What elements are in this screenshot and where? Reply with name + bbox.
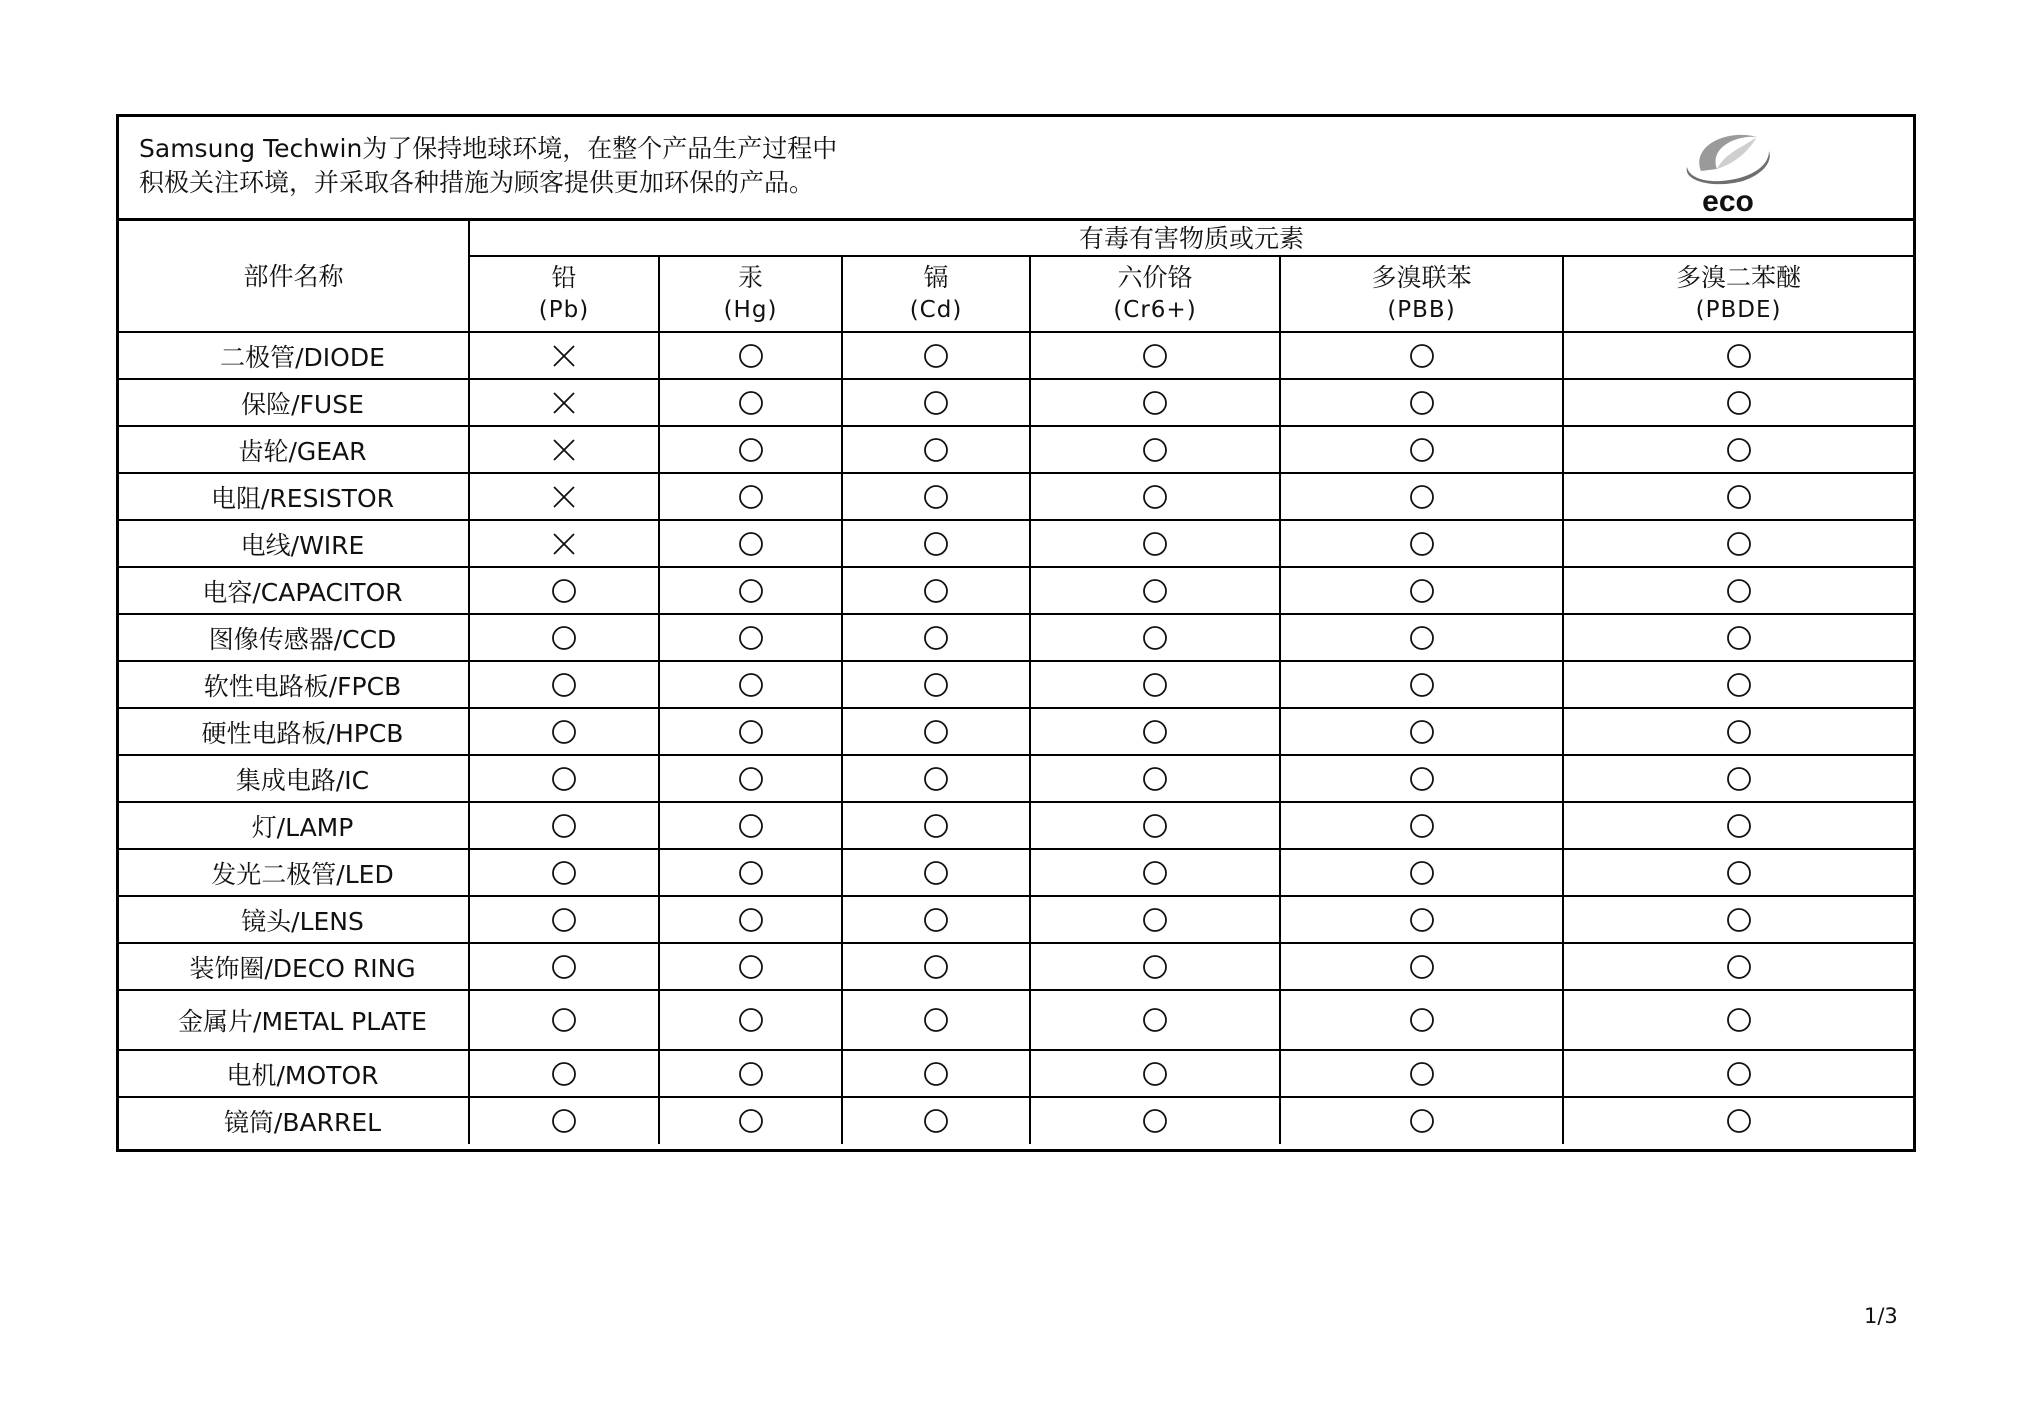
circle-mark-icon xyxy=(1726,672,1752,698)
substance-mark-cell xyxy=(1563,708,1913,755)
substance-mark-cell xyxy=(1030,849,1280,896)
circle-mark-icon xyxy=(923,766,949,792)
substance-mark-cell xyxy=(1280,473,1563,520)
circle-mark-icon xyxy=(923,907,949,933)
table-row xyxy=(119,943,1913,990)
substance-mark-cell xyxy=(659,802,842,849)
substance-mark-cell xyxy=(842,849,1030,896)
part-name-cell: 集成电路/IC xyxy=(119,755,469,802)
substance-mark-cell xyxy=(469,708,659,755)
circle-mark-icon xyxy=(1726,343,1752,369)
substance-mark-cell xyxy=(659,990,842,1050)
circle-mark-icon xyxy=(551,1007,577,1033)
substance-mark-cell xyxy=(842,1050,1030,1097)
substance-mark-cell xyxy=(842,943,1030,990)
circle-mark-icon xyxy=(551,860,577,886)
circle-mark-icon xyxy=(738,907,764,933)
substance-mark-cell xyxy=(1563,567,1913,614)
circle-mark-icon xyxy=(738,578,764,604)
substance-mark-cell xyxy=(842,802,1030,849)
substance-mark-cell xyxy=(1030,802,1280,849)
part-name-cell: 灯/LAMP xyxy=(119,802,469,849)
table-row xyxy=(119,661,1913,708)
substance-symbol: (PBB) xyxy=(1387,297,1456,323)
circle-mark-icon xyxy=(1409,766,1435,792)
substance-mark-cell xyxy=(659,1097,842,1144)
cross-mark-icon xyxy=(551,484,577,510)
substance-mark-cell xyxy=(1030,473,1280,520)
circle-mark-icon xyxy=(1409,531,1435,557)
circle-mark-icon xyxy=(1409,813,1435,839)
circle-mark-icon xyxy=(1726,625,1752,651)
substance-mark-cell xyxy=(469,473,659,520)
substance-mark-cell xyxy=(842,708,1030,755)
part-name-cell: 保险/FUSE xyxy=(119,379,469,426)
substance-mark-cell xyxy=(1563,520,1913,567)
substance-mark-cell xyxy=(1280,1097,1563,1144)
circle-mark-icon xyxy=(1726,390,1752,416)
column-header-5 xyxy=(1563,256,1913,332)
substance-name: 多溴联苯 xyxy=(1371,263,1472,292)
substance-mark-cell xyxy=(1563,614,1913,661)
part-name-cell: 镜头/LENS xyxy=(119,896,469,943)
circle-mark-icon xyxy=(1142,343,1168,369)
circle-mark-icon xyxy=(923,860,949,886)
cross-mark-icon xyxy=(551,531,577,557)
circle-mark-icon xyxy=(1726,531,1752,557)
substance-mark-cell xyxy=(659,943,842,990)
circle-mark-icon xyxy=(1409,390,1435,416)
circle-mark-icon xyxy=(923,484,949,510)
part-name-cell: 发光二极管/LED xyxy=(119,849,469,896)
table-row xyxy=(119,426,1913,473)
substance-mark-cell xyxy=(1280,426,1563,473)
circle-mark-icon xyxy=(551,625,577,651)
substance-mark-cell xyxy=(842,1097,1030,1144)
substance-mark-cell xyxy=(842,379,1030,426)
table-row xyxy=(119,708,1913,755)
substance-mark-cell xyxy=(842,520,1030,567)
substance-mark-cell xyxy=(469,1050,659,1097)
column-header-2 xyxy=(842,256,1030,332)
substance-mark-cell xyxy=(659,473,842,520)
substance-mark-cell xyxy=(659,896,842,943)
substance-mark-cell xyxy=(659,426,842,473)
circle-mark-icon xyxy=(923,578,949,604)
substance-mark-cell xyxy=(1280,567,1563,614)
substance-symbol: (Cr6+) xyxy=(1113,297,1197,323)
circle-mark-icon xyxy=(1726,860,1752,886)
circle-mark-icon xyxy=(1409,578,1435,604)
table-row xyxy=(119,896,1913,943)
circle-mark-icon xyxy=(1726,954,1752,980)
part-name-cell: 金属片/METAL PLATE xyxy=(119,990,469,1050)
substance-mark-cell xyxy=(469,943,659,990)
substance-mark-cell xyxy=(469,332,659,379)
substance-mark-cell xyxy=(469,520,659,567)
circle-mark-icon xyxy=(1409,1007,1435,1033)
substance-mark-cell xyxy=(659,567,842,614)
substance-mark-cell xyxy=(1563,379,1913,426)
substance-symbol: (PBDE) xyxy=(1695,297,1782,323)
circle-mark-icon xyxy=(1142,907,1168,933)
substance-mark-cell xyxy=(1030,896,1280,943)
circle-mark-icon xyxy=(551,578,577,604)
circle-mark-icon xyxy=(1142,1108,1168,1134)
circle-mark-icon xyxy=(738,860,764,886)
page-number: 1/3 xyxy=(1864,1304,1898,1328)
circle-mark-icon xyxy=(551,1108,577,1134)
table-body xyxy=(119,332,1913,1144)
substance-mark-cell xyxy=(1030,567,1280,614)
column-header-3 xyxy=(1030,256,1280,332)
circle-mark-icon xyxy=(1409,484,1435,510)
substance-mark-cell xyxy=(842,896,1030,943)
substance-mark-cell xyxy=(1030,755,1280,802)
substance-mark-cell xyxy=(469,379,659,426)
eco-logo-icon xyxy=(1673,123,1783,215)
circle-mark-icon xyxy=(923,954,949,980)
part-name-cell: 装饰圈/DECO RING xyxy=(119,943,469,990)
circle-mark-icon xyxy=(1726,907,1752,933)
circle-mark-icon xyxy=(738,1108,764,1134)
substance-mark-cell xyxy=(1563,1097,1913,1144)
cross-mark-icon xyxy=(551,437,577,463)
circle-mark-icon xyxy=(1409,1061,1435,1087)
part-name-cell: 镜筒/BARREL xyxy=(119,1097,469,1144)
circle-mark-icon xyxy=(738,954,764,980)
circle-mark-icon xyxy=(923,1061,949,1087)
substance-mark-cell xyxy=(469,755,659,802)
substance-mark-cell xyxy=(1030,520,1280,567)
circle-mark-icon xyxy=(551,719,577,745)
circle-mark-icon xyxy=(1142,1007,1168,1033)
substance-mark-cell xyxy=(1280,614,1563,661)
substance-name: 六价铬 xyxy=(1117,263,1193,292)
substance-mark-cell xyxy=(1030,614,1280,661)
circle-mark-icon xyxy=(1409,1108,1435,1134)
circle-mark-icon xyxy=(1409,625,1435,651)
circle-mark-icon xyxy=(738,1007,764,1033)
circle-mark-icon xyxy=(551,1061,577,1087)
table-row xyxy=(119,567,1913,614)
substance-mark-cell xyxy=(659,614,842,661)
circle-mark-icon xyxy=(1142,437,1168,463)
substance-mark-cell xyxy=(1280,708,1563,755)
circle-mark-icon xyxy=(738,484,764,510)
circle-mark-icon xyxy=(551,672,577,698)
circle-mark-icon xyxy=(738,437,764,463)
table-row xyxy=(119,990,1913,1050)
table-row xyxy=(119,520,1913,567)
circle-mark-icon xyxy=(1726,813,1752,839)
substance-mark-cell xyxy=(1030,708,1280,755)
substance-symbol: (Cd) xyxy=(909,297,963,323)
circle-mark-icon xyxy=(923,531,949,557)
substance-mark-cell xyxy=(842,426,1030,473)
cross-mark-icon xyxy=(551,343,577,369)
substance-mark-cell xyxy=(1563,1050,1913,1097)
circle-mark-icon xyxy=(1142,484,1168,510)
intro-text-line-2: 积极关注环境，并采取各种措施为顾客提供更加环保的产品。 xyxy=(139,168,815,197)
substance-mark-cell xyxy=(469,802,659,849)
table-row xyxy=(119,802,1913,849)
substance-mark-cell xyxy=(1563,990,1913,1050)
circle-mark-icon xyxy=(551,907,577,933)
circle-mark-icon xyxy=(738,1061,764,1087)
circle-mark-icon xyxy=(1409,860,1435,886)
substance-name: 铅 xyxy=(551,263,577,292)
circle-mark-icon xyxy=(1726,719,1752,745)
circle-mark-icon xyxy=(738,672,764,698)
circle-mark-icon xyxy=(1142,1061,1168,1087)
substance-mark-cell xyxy=(659,1050,842,1097)
substance-name: 镉 xyxy=(923,263,949,292)
substance-mark-cell xyxy=(469,426,659,473)
circle-mark-icon xyxy=(1726,1007,1752,1033)
circle-mark-icon xyxy=(923,1108,949,1134)
table-row xyxy=(119,1097,1913,1144)
substance-mark-cell xyxy=(469,1097,659,1144)
substance-mark-cell xyxy=(1030,332,1280,379)
table-row xyxy=(119,1050,1913,1097)
circle-mark-icon xyxy=(1726,437,1752,463)
substance-mark-cell xyxy=(1030,661,1280,708)
substance-mark-cell xyxy=(842,755,1030,802)
substance-mark-cell xyxy=(469,990,659,1050)
substance-mark-cell xyxy=(1280,661,1563,708)
circle-mark-icon xyxy=(1409,437,1435,463)
circle-mark-icon xyxy=(1142,954,1168,980)
substance-mark-cell xyxy=(1280,332,1563,379)
substance-mark-cell xyxy=(1563,426,1913,473)
circle-mark-icon xyxy=(551,766,577,792)
table-row xyxy=(119,379,1913,426)
circle-mark-icon xyxy=(1142,625,1168,651)
circle-mark-icon xyxy=(1409,343,1435,369)
substance-mark-cell xyxy=(1280,896,1563,943)
substance-mark-cell xyxy=(659,332,842,379)
circle-mark-icon xyxy=(1142,766,1168,792)
substance-table xyxy=(119,218,1913,1144)
substance-mark-cell xyxy=(842,332,1030,379)
substance-mark-cell xyxy=(1030,943,1280,990)
circle-mark-icon xyxy=(1142,531,1168,557)
circle-mark-icon xyxy=(1142,672,1168,698)
substance-mark-cell xyxy=(1030,990,1280,1050)
circle-mark-icon xyxy=(738,625,764,651)
substance-mark-cell xyxy=(1563,802,1913,849)
part-name-cell: 硬性电路板/HPCB xyxy=(119,708,469,755)
hazardous-substance-declaration xyxy=(116,114,1916,1152)
substance-mark-cell xyxy=(469,896,659,943)
circle-mark-icon xyxy=(738,343,764,369)
substance-mark-cell xyxy=(842,990,1030,1050)
intro-header xyxy=(119,117,1913,221)
circle-mark-icon xyxy=(1726,1108,1752,1134)
circle-mark-icon xyxy=(738,531,764,557)
substance-name: 多溴二苯醚 xyxy=(1676,263,1802,292)
substance-name: 汞 xyxy=(737,263,763,292)
part-name-cell: 电线/WIRE xyxy=(119,520,469,567)
substance-mark-cell xyxy=(1280,520,1563,567)
circle-mark-icon xyxy=(1409,719,1435,745)
circle-mark-icon xyxy=(551,813,577,839)
table-row xyxy=(119,473,1913,520)
substance-mark-cell xyxy=(1563,849,1913,896)
substance-mark-cell xyxy=(1280,379,1563,426)
substance-mark-cell xyxy=(659,708,842,755)
circle-mark-icon xyxy=(923,343,949,369)
circle-mark-icon xyxy=(1142,578,1168,604)
circle-mark-icon xyxy=(923,1007,949,1033)
cross-mark-icon xyxy=(551,390,577,416)
part-name-header: 部件名称 xyxy=(119,218,469,332)
substance-mark-cell xyxy=(1280,990,1563,1050)
substance-group-header: 有毒有害物质或元素 xyxy=(469,218,1913,256)
circle-mark-icon xyxy=(1726,484,1752,510)
substance-mark-cell xyxy=(1030,426,1280,473)
column-header-4 xyxy=(1280,256,1563,332)
part-name-cell: 齿轮/GEAR xyxy=(119,426,469,473)
substance-mark-cell xyxy=(659,379,842,426)
circle-mark-icon xyxy=(1726,578,1752,604)
substance-mark-cell xyxy=(659,849,842,896)
substance-mark-cell xyxy=(469,614,659,661)
substance-mark-cell xyxy=(842,614,1030,661)
circle-mark-icon xyxy=(1142,813,1168,839)
substance-mark-cell xyxy=(469,661,659,708)
substance-mark-cell xyxy=(469,849,659,896)
circle-mark-icon xyxy=(1142,719,1168,745)
circle-mark-icon xyxy=(1726,1061,1752,1087)
circle-mark-icon xyxy=(738,813,764,839)
substance-mark-cell xyxy=(1563,332,1913,379)
table-row xyxy=(119,755,1913,802)
circle-mark-icon xyxy=(923,437,949,463)
column-header-0 xyxy=(469,256,659,332)
substance-mark-cell xyxy=(842,473,1030,520)
substance-mark-cell xyxy=(1280,849,1563,896)
circle-mark-icon xyxy=(738,766,764,792)
substance-mark-cell xyxy=(1280,1050,1563,1097)
intro-text-line-1: Samsung Techwin为了保持地球环境，在整个产品生产过程中 xyxy=(139,134,838,163)
part-name-cell: 图像传感器/CCD xyxy=(119,614,469,661)
part-name-cell: 电机/MOTOR xyxy=(119,1050,469,1097)
part-name-cell: 电容/CAPACITOR xyxy=(119,567,469,614)
circle-mark-icon xyxy=(1142,860,1168,886)
substance-mark-cell xyxy=(1030,379,1280,426)
circle-mark-icon xyxy=(738,719,764,745)
substance-mark-cell xyxy=(469,567,659,614)
substance-mark-cell xyxy=(842,661,1030,708)
circle-mark-icon xyxy=(1726,766,1752,792)
circle-mark-icon xyxy=(1142,390,1168,416)
part-name-cell: 二极管/DIODE xyxy=(119,332,469,379)
part-name-cell: 电阻/RESISTOR xyxy=(119,473,469,520)
table-row xyxy=(119,332,1913,379)
circle-mark-icon xyxy=(923,719,949,745)
part-name-cell: 软性电路板/FPCB xyxy=(119,661,469,708)
circle-mark-icon xyxy=(923,813,949,839)
substance-mark-cell xyxy=(659,520,842,567)
circle-mark-icon xyxy=(1409,954,1435,980)
circle-mark-icon xyxy=(1409,672,1435,698)
substance-mark-cell xyxy=(1563,943,1913,990)
substance-mark-cell xyxy=(1563,473,1913,520)
substance-mark-cell xyxy=(842,567,1030,614)
circle-mark-icon xyxy=(923,390,949,416)
substance-mark-cell xyxy=(1563,661,1913,708)
circle-mark-icon xyxy=(923,625,949,651)
substance-mark-cell xyxy=(1563,755,1913,802)
substance-mark-cell xyxy=(1280,755,1563,802)
substance-mark-cell xyxy=(1563,896,1913,943)
substance-symbol: (Hg) xyxy=(723,297,778,323)
substance-symbol: (Pb) xyxy=(538,297,590,323)
table-row xyxy=(119,614,1913,661)
substance-mark-cell xyxy=(1280,802,1563,849)
circle-mark-icon xyxy=(1409,907,1435,933)
circle-mark-icon xyxy=(923,672,949,698)
column-header-1 xyxy=(659,256,842,332)
circle-mark-icon xyxy=(551,954,577,980)
circle-mark-icon xyxy=(738,390,764,416)
substance-mark-cell xyxy=(659,661,842,708)
table-row xyxy=(119,849,1913,896)
substance-mark-cell xyxy=(659,755,842,802)
substance-mark-cell xyxy=(1030,1050,1280,1097)
substance-mark-cell xyxy=(1280,943,1563,990)
substance-mark-cell xyxy=(1030,1097,1280,1144)
eco-logo-text: eco xyxy=(1702,185,1754,215)
